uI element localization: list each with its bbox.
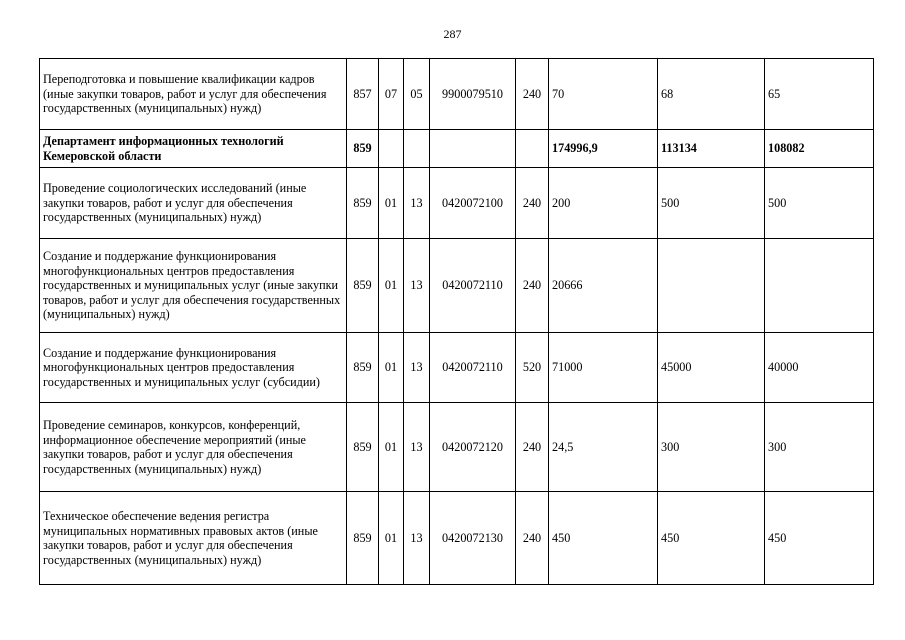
amount-year-3: 108082: [765, 130, 874, 168]
section-code: 07: [379, 59, 404, 130]
row-name: Департамент информационных технологий Кемеровской области: [40, 130, 347, 168]
ministry-code: 859: [347, 492, 379, 585]
table-row: [40, 333, 874, 403]
table-row: [40, 403, 874, 492]
amount-year-2: 300: [658, 403, 765, 492]
amount-year-1: 20666: [549, 239, 658, 333]
target-code: [430, 130, 516, 168]
amount-year-3: 40000: [765, 333, 874, 403]
expense-type-code: 240: [516, 403, 549, 492]
table-row: [40, 130, 874, 168]
subsection-code: 05: [404, 59, 430, 130]
expense-type-code: 240: [516, 59, 549, 130]
subsection-code: 13: [404, 333, 430, 403]
amount-year-1: 70: [549, 59, 658, 130]
amount-year-1: 200: [549, 168, 658, 239]
target-code: 0420072110: [430, 239, 516, 333]
section-code: 01: [379, 239, 404, 333]
amount-year-2: 500: [658, 168, 765, 239]
table-row: [40, 59, 874, 130]
section-code: [379, 130, 404, 168]
ministry-code: 859: [347, 333, 379, 403]
page-number: 287: [443, 27, 462, 41]
section-code: 01: [379, 333, 404, 403]
amount-year-1: 71000: [549, 333, 658, 403]
row-name: Проведение семинаров, конкурсов, конференций, информационное обеспечение мероприятий (иные закупки товаров, работ и услуг для обеспечения государственных (муниципальных) нужд): [40, 403, 347, 492]
amount-year-1: 24,5: [549, 403, 658, 492]
target-code: 0420072100: [430, 168, 516, 239]
row-name: Техническое обеспечение ведения регистра муниципальных нормативных правовых актов (иные закупки товаров, работ и услуг для обеспечения государственных (муниципальных) нужд): [40, 492, 347, 585]
table-row: [40, 168, 874, 239]
amount-year-2: [658, 239, 765, 333]
ministry-code: 859: [347, 239, 379, 333]
section-code: 01: [379, 403, 404, 492]
row-name: Проведение социологических исследований (иные закупки товаров, работ и услуг для обеспечения государственных (муниципальных) нужд): [40, 168, 347, 239]
target-code: 9900079510: [430, 59, 516, 130]
section-code: 01: [379, 168, 404, 239]
table-row: [40, 239, 874, 333]
expense-type-code: [516, 130, 549, 168]
row-name: Создание и поддержание функционирования многофункциональных центров предоставления государственных и муниципальных услуг (иные закупки товаров, работ и услуг для обеспечения государственных (муниципальных) нужд): [40, 239, 347, 333]
amount-year-1: 450: [549, 492, 658, 585]
amount-year-2: 113134: [658, 130, 765, 168]
expense-type-code: 240: [516, 239, 549, 333]
target-code: 0420072120: [430, 403, 516, 492]
target-code: 0420072130: [430, 492, 516, 585]
ministry-code: 857: [347, 59, 379, 130]
subsection-code: [404, 130, 430, 168]
section-code: 01: [379, 492, 404, 585]
expense-type-code: 520: [516, 333, 549, 403]
subsection-code: 13: [404, 492, 430, 585]
amount-year-3: 300: [765, 403, 874, 492]
amount-year-2: 68: [658, 59, 765, 130]
ministry-code: 859: [347, 130, 379, 168]
budget-table: [39, 58, 874, 585]
subsection-code: 13: [404, 239, 430, 333]
amount-year-1: 174996,9: [549, 130, 658, 168]
amount-year-2: 45000: [658, 333, 765, 403]
amount-year-3: 450: [765, 492, 874, 585]
subsection-code: 13: [404, 403, 430, 492]
expense-type-code: 240: [516, 492, 549, 585]
ministry-code: 859: [347, 168, 379, 239]
target-code: 0420072110: [430, 333, 516, 403]
amount-year-3: 500: [765, 168, 874, 239]
expense-type-code: 240: [516, 168, 549, 239]
amount-year-3: [765, 239, 874, 333]
subsection-code: 13: [404, 168, 430, 239]
amount-year-2: 450: [658, 492, 765, 585]
amount-year-3: 65: [765, 59, 874, 130]
row-name: Переподготовка и повышение квалификации кадров (иные закупки товаров, работ и услуг для обеспечения государственных (муниципальных) нужд): [40, 59, 347, 130]
row-name: Создание и поддержание функционирования многофункциональных центров предоставления государственных и муниципальных услуг (субсидии): [40, 333, 347, 403]
ministry-code: 859: [347, 403, 379, 492]
table-row: [40, 492, 874, 585]
